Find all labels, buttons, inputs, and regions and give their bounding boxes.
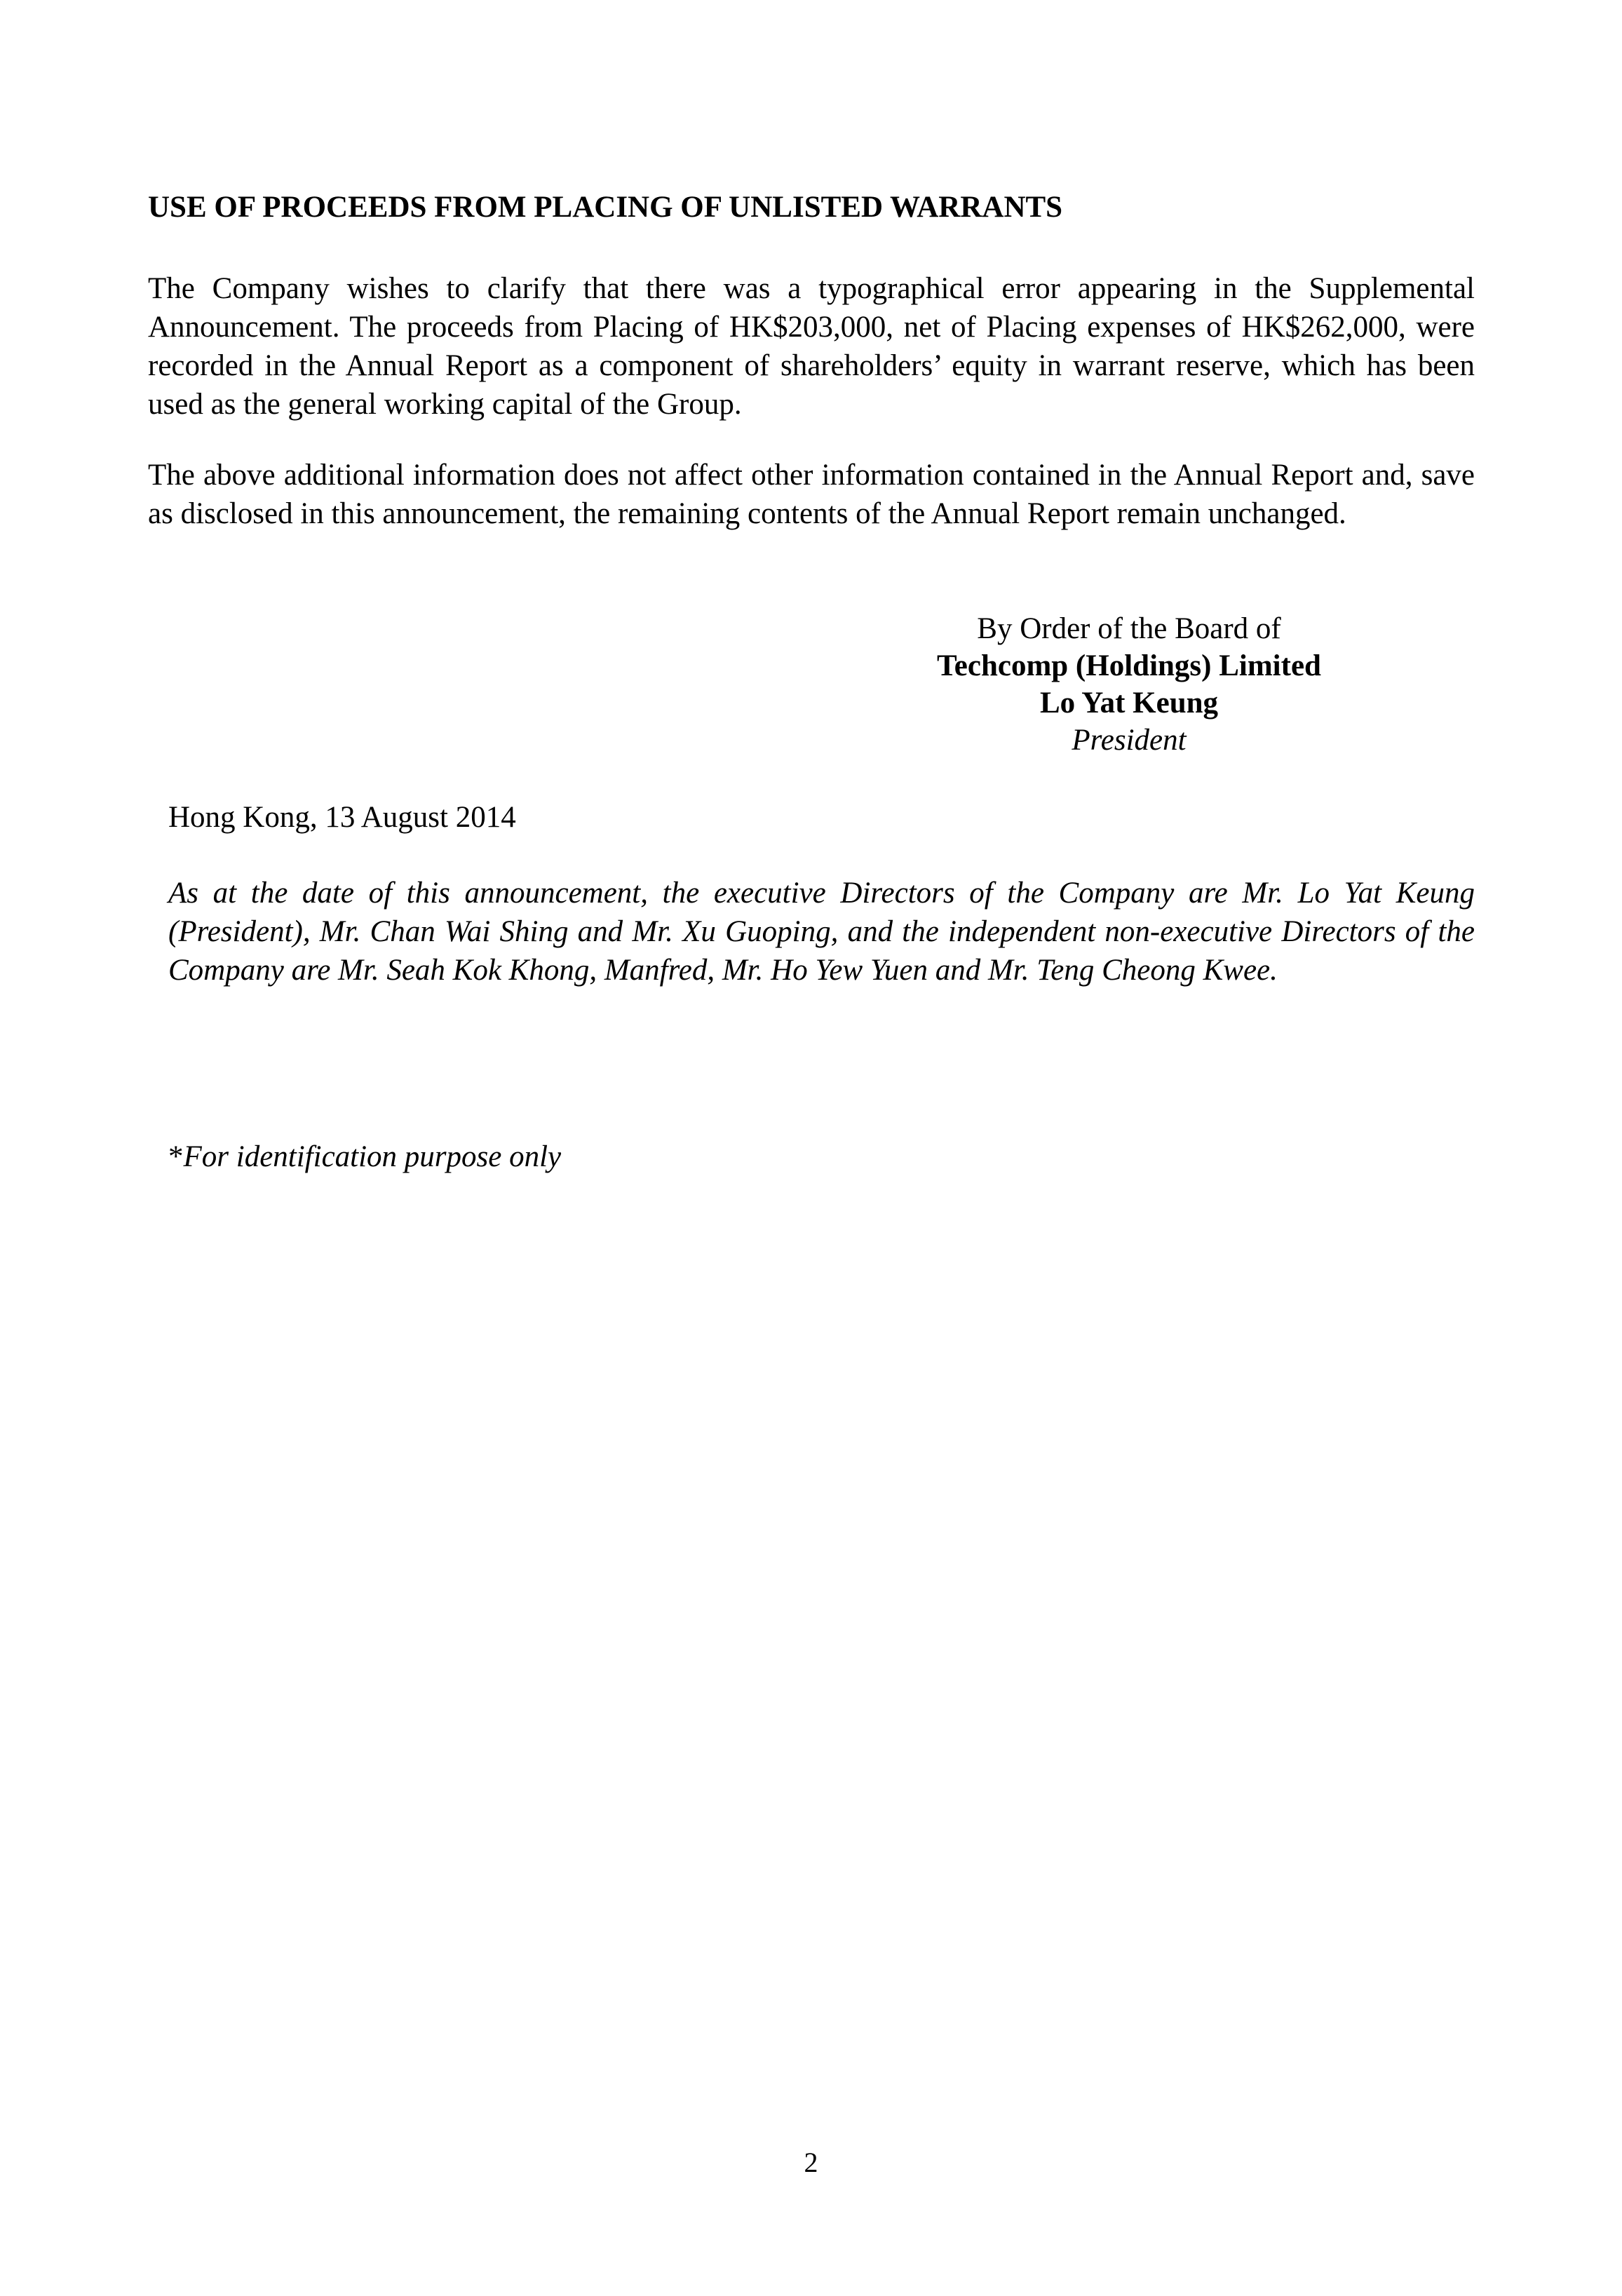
date-line: Hong Kong, 13 August 2014 <box>168 801 516 834</box>
additional-info-paragraph: The above additional information does not affect other information contained in the Annual Report and, save as disclosed in this announcement, the remaining contents of the Annual Report remain unchanged. <box>148 459 1475 530</box>
clarification-paragraph: The Company wishes to clarify that there was a typographical error appearing in the Supplemental Announcement. The proceeds from Placing of HK$203,000, net of Placing expenses of HK$262,000, were recorded in the Annual Report as a component of shareholders’ equity in warrant reserve, which has been used as the general working capital of the Group. <box>148 272 1475 421</box>
section-heading: USE OF PROCEEDS FROM PLACING OF UNLISTED WARRANTS <box>148 191 1063 224</box>
signature-title: President <box>1072 724 1187 757</box>
footnote-text: For identification purpose only <box>183 1140 562 1173</box>
footnote-asterisk: * <box>168 1140 184 1173</box>
page-number: 2 <box>804 2147 818 2178</box>
signature-name: Lo Yat Keung <box>1039 687 1219 720</box>
directors-note: As at the date of this announcement, the executive Directors of the Company are Mr. Lo Yat Keung (President), Mr. Chan Wai Shing and Mr. Xu Guoping, and the independent non-executive Directors of the Company are Mr. Seah Kok Khong, Manfred, Mr. Ho Yew Yuen and Mr. Teng Cheong Kwee. <box>168 877 1475 987</box>
signature-order-line: By Order of the Board of <box>977 612 1281 645</box>
signature-block <box>877 610 1381 759</box>
signature-company: Techcomp (Holdings) Limited <box>937 649 1321 682</box>
footnote <box>168 1137 561 1176</box>
